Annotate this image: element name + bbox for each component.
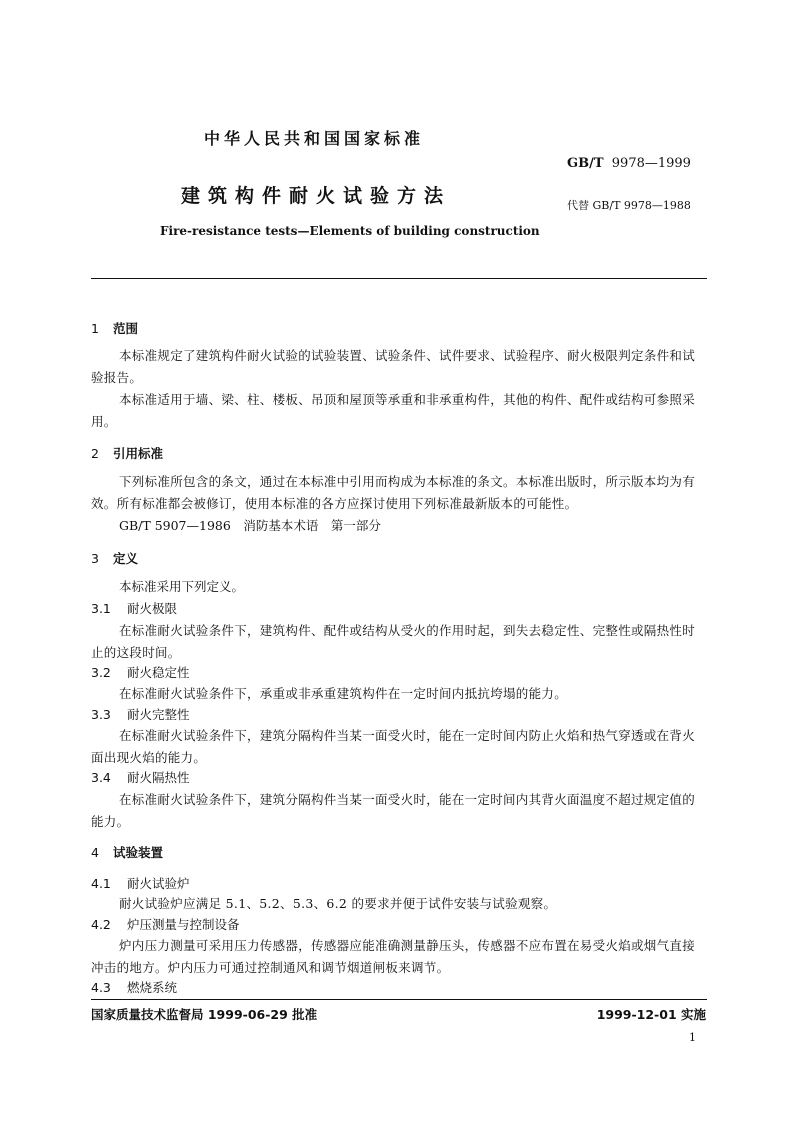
implementation-date: 1999-12-01 实施 <box>596 1007 706 1022</box>
standard-number <box>567 156 691 171</box>
section-1-heading <box>91 319 138 337</box>
definition-3-2-heading <box>91 663 190 681</box>
section-2-heading <box>91 444 163 462</box>
section-3-intro: 本标准采用下列定义。 <box>119 579 245 594</box>
page-number: 1 <box>689 1031 696 1044</box>
definition-3-3-number: 3.3 <box>91 707 111 722</box>
definition-3-1-number: 3.1 <box>91 601 111 616</box>
referenced-standard: GB/T 5907—1986 消防基本术语 第一部分 <box>119 518 381 533</box>
definition-3-2-title: 耐火稳定性 <box>127 665 190 680</box>
clause-4-3-title: 燃烧系统 <box>127 980 178 995</box>
standard-number-value: 9978—1999 <box>611 156 691 171</box>
clause-4-1-title: 耐火试验炉 <box>127 876 190 891</box>
definition-3-3-title: 耐火完整性 <box>127 707 190 722</box>
definition-3-1-title: 耐火极限 <box>127 601 178 616</box>
clause-4-1-text: 耐火试验炉应满足 5.1、5.2、5.3、6.2 的要求并便于试件安装与试验观察。 <box>119 896 557 911</box>
clause-4-2-title: 炉压测量与控制设备 <box>127 917 240 932</box>
section-4-number: 4 <box>91 845 99 860</box>
section-1-title: 范围 <box>113 321 139 336</box>
clause-4-3-number: 4.3 <box>91 980 111 995</box>
section-2-paragraph: 下列标准所包含的条文，通过在本标准中引用而构成为本标准的条文。本标准出版时，所示版本均为有效。所有标准都会被修订，使用本标准的各方应探讨使用下列标准最新版本的可能性。 <box>91 474 696 511</box>
section-1-paragraph-2: 本标准适用于墙、梁、柱、楼板、吊顶和屋顶等承重和非承重构件，其他的构件、配件或结构可参照采用。 <box>91 392 696 429</box>
section-2-title: 引用标准 <box>113 446 164 461</box>
standard-prefix: GB/T <box>567 156 604 171</box>
section-4-heading <box>91 843 163 861</box>
section-1-paragraph-1: 本标准规定了建筑构件耐火试验的试验装置、试验条件、试件要求、试验程序、耐火极限判定条件和试验报告。 <box>91 348 696 385</box>
definition-3-4-title: 耐火隔热性 <box>127 770 190 785</box>
section-4-title: 试验装置 <box>113 845 164 860</box>
definition-3-4-heading <box>91 768 190 786</box>
definition-3-4-number: 3.4 <box>91 770 111 785</box>
clause-4-2-heading <box>91 915 240 933</box>
section-3-heading <box>91 549 138 567</box>
issuing-body: 中华人民共和国国家标准 <box>204 129 425 148</box>
definition-3-1-text: 在标准耐火试验条件下，建筑构件、配件或结构从受火的作用时起，到失去稳定性、完整性或隔热性时止的这段时间。 <box>91 623 696 660</box>
clause-4-2-number: 4.2 <box>91 917 111 932</box>
definition-3-2-text: 在标准耐火试验条件下，承重或非承重建筑构件在一定时间内抵抗垮塌的能力。 <box>119 686 568 701</box>
clause-4-1-number: 4.1 <box>91 876 111 891</box>
clause-4-3-heading <box>91 978 177 996</box>
section-3-title: 定义 <box>113 551 139 566</box>
clause-4-1-heading <box>91 874 190 892</box>
document-title: 建筑构件耐火试验方法 <box>181 185 452 207</box>
definition-3-3-text: 在标准耐火试验条件下，建筑分隔构件当某一面受火时，能在一定时间内防止火焰和热气穿透或在背火面出现火焰的能力。 <box>91 728 696 765</box>
definition-3-3-heading <box>91 705 190 723</box>
replaces-note: 代替 GB/T 9978—1988 <box>567 199 691 212</box>
definition-3-1-heading <box>91 599 177 617</box>
section-2-number: 2 <box>91 446 99 461</box>
definition-3-4-text: 在标准耐火试验条件下，建筑分隔构件当某一面受火时，能在一定时间内其背火面温度不超过规定值的能力。 <box>91 792 696 829</box>
definition-3-2-number: 3.2 <box>91 665 111 680</box>
section-1-number: 1 <box>91 321 99 336</box>
approval-line: 国家质量技术监督局 1999-06-29 批准 <box>91 1007 318 1022</box>
header-divider <box>91 278 707 279</box>
section-3-number: 3 <box>91 551 99 566</box>
footer-divider <box>91 999 707 1000</box>
english-title: Fire-resistance tests—Elements of building construction <box>160 224 540 238</box>
clause-4-2-text: 炉内压力测量可采用压力传感器，传感器应能准确测量静压头，传感器不应布置在易受火焰或烟气直接冲击的地方。炉内压力可通过控制通风和调节烟道闸板来调节。 <box>91 938 696 975</box>
